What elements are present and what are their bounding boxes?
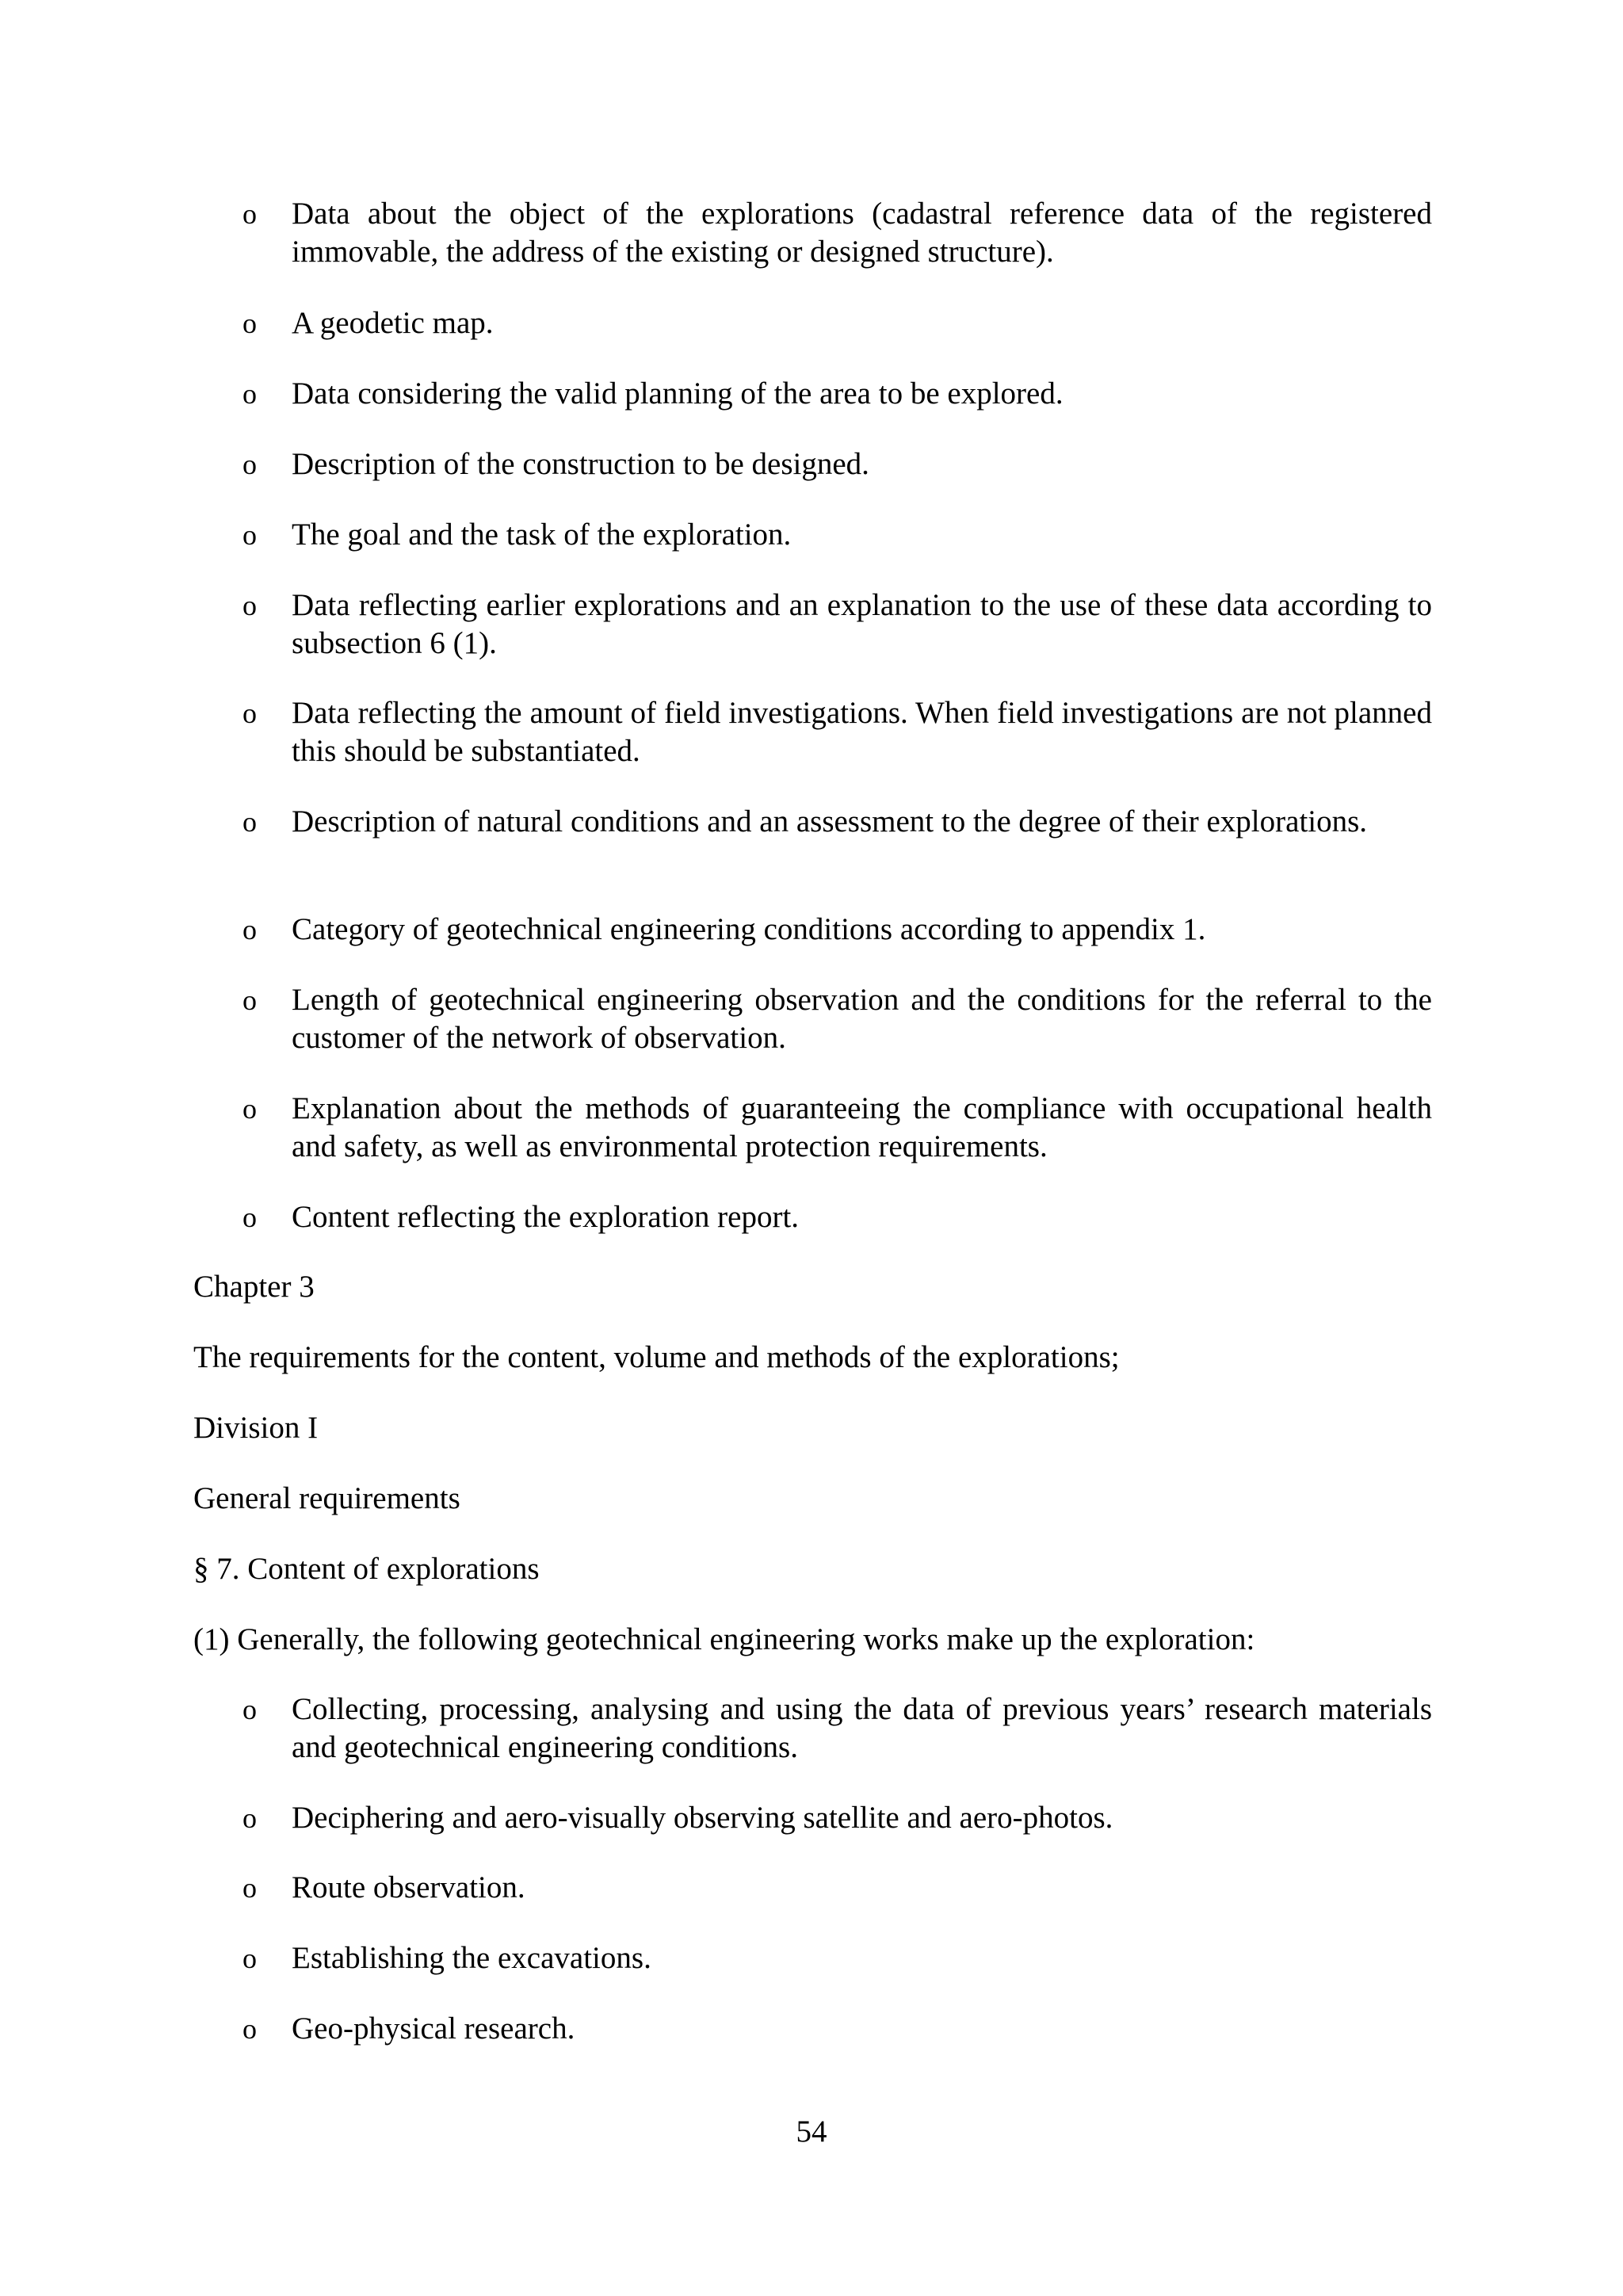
list-item-text: Deciphering and aero-visually observing satellite and aero-photos.	[292, 1801, 1113, 1835]
bullet-marker: o	[242, 914, 257, 946]
bullet-marker: o	[242, 590, 257, 621]
bullet-marker: o	[242, 1872, 257, 1904]
list-item	[242, 586, 1432, 663]
list-item	[242, 981, 1432, 1057]
list-item	[242, 375, 1432, 413]
bullet-marker: o	[242, 1201, 257, 1233]
page-number: 54	[796, 2115, 827, 2149]
bullet-marker: o	[242, 1093, 257, 1125]
bullet-marker: o	[242, 1802, 257, 1834]
list-item	[242, 1198, 1432, 1236]
list-item	[242, 1939, 1432, 1977]
subsection-intro: (1) Generally, the following geotechnical engineering works make up the exploration:	[193, 1622, 1255, 1656]
section-heading: § 7. Content of explorations	[193, 1552, 540, 1586]
list-item	[242, 911, 1432, 949]
list-item	[242, 803, 1432, 841]
bullet-marker: o	[242, 378, 257, 410]
bullet-marker: o	[242, 449, 257, 480]
division-title: General requirements	[193, 1481, 460, 1515]
bullet-marker: o	[242, 519, 257, 551]
bullet-marker: o	[242, 1694, 257, 1725]
chapter-label: Chapter 3	[193, 1270, 315, 1304]
bullet-marker: o	[242, 984, 257, 1016]
list-item-text: Geo-physical research.	[292, 2011, 575, 2046]
list-item	[242, 694, 1432, 770]
list-item	[242, 1869, 1432, 1907]
list-item-text: Data reflecting earlier explorations and an explanation to the use of these data according to subsection 6 (1).	[292, 588, 1432, 660]
list-item	[242, 1090, 1432, 1166]
bullet-marker: o	[242, 806, 257, 838]
bullet-marker: o	[242, 2013, 257, 2045]
list-item	[242, 516, 1432, 554]
list-item-text: Explanation about the methods of guaranteeing the compliance with occupational health and safety, as well as environmental protection requirements.	[292, 1091, 1432, 1163]
list-item-text: Length of geotechnical engineering observation and the conditions for the referral to the customer of the network of observation.	[292, 983, 1432, 1055]
list-item	[242, 1690, 1432, 1767]
list-item-text: Description of the construction to be designed.	[292, 447, 869, 481]
list-item-text: Category of geotechnical engineering conditions according to appendix 1.	[292, 912, 1206, 946]
list-item-text: Description of natural conditions and an assessment to the degree of their explorations.	[292, 804, 1368, 839]
list-item-text: Establishing the excavations.	[292, 1941, 651, 1975]
list-item-text: Data about the object of the explorations (cadastral reference data of the registered immovable, the address of the existing or designed structure).	[292, 197, 1432, 269]
list-item	[242, 195, 1432, 271]
bullet-marker: o	[242, 697, 257, 729]
list-item-text: Route observation.	[292, 1870, 525, 1904]
list-item-text: Content reflecting the exploration report.	[292, 1200, 800, 1234]
list-item	[242, 304, 1432, 342]
list-item-text: Data considering the valid planning of the area to be explored.	[292, 376, 1064, 411]
bullet-marker: o	[242, 1943, 257, 1974]
list-item	[242, 445, 1432, 483]
bullet-marker: o	[242, 198, 257, 230]
chapter-title: The requirements for the content, volume and methods of the explorations;	[193, 1340, 1120, 1374]
list-item-text: Collecting, processing, analysing and using the data of previous years’ research materials and geotechnical engineering conditions.	[292, 1692, 1432, 1764]
list-item-text: Data reflecting the amount of field investigations. When field investigations are not planned this should be substantiated.	[292, 696, 1432, 768]
list-item-text: The goal and the task of the exploration.	[292, 518, 792, 552]
list-item	[242, 2010, 1432, 2048]
list-item	[242, 1799, 1432, 1837]
bullet-marker: o	[242, 308, 257, 339]
list-item-text: A geodetic map.	[292, 306, 494, 340]
division-label: Division I	[193, 1411, 319, 1445]
